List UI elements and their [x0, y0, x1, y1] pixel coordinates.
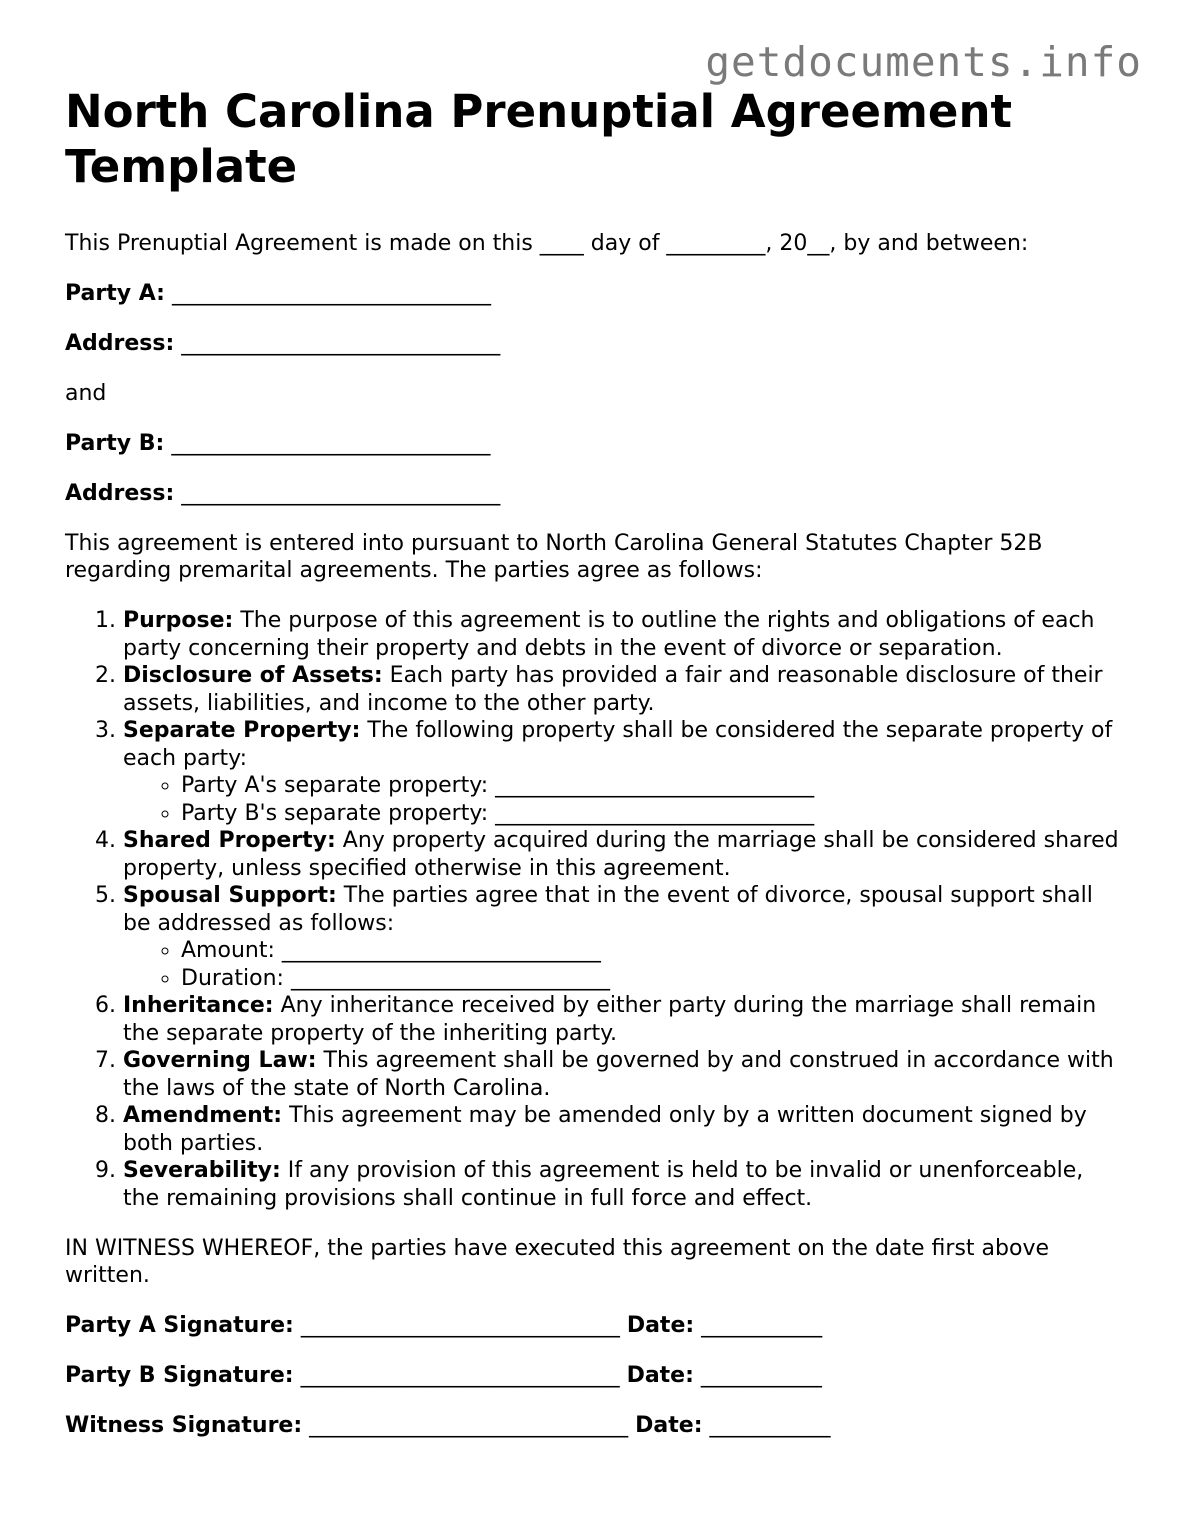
address-a-label: Address: — [65, 331, 175, 356]
clause-title: Governing Law: — [123, 1048, 317, 1073]
sub-list — [123, 772, 1125, 827]
intro-paragraph: This Prenuptial Agreement is made on this ____ day of _________, 20__, by and between: — [65, 231, 1029, 256]
address-b-field — [65, 480, 1125, 507]
and-text: and — [65, 381, 107, 406]
witness-signature-line — [65, 1412, 1125, 1439]
address-b-label: Address: — [65, 481, 175, 506]
clause-text: If any provision of this agreement is held to be invalid or unenforceable, the remaining provisions shall continue in full force and effect. — [123, 1158, 1084, 1211]
list-item — [123, 1102, 1125, 1157]
party-b-label: Party B: — [65, 431, 165, 456]
clause-text: The parties agree that in the event of divorce, spousal support shall be addressed as follows: — [123, 883, 1093, 936]
clause-title: Severability: — [123, 1158, 281, 1183]
list-item — [123, 1047, 1125, 1102]
signature-label: Party A Signature: — [65, 1313, 294, 1338]
party-b-field — [65, 430, 1125, 457]
signature-blank: _____________________________ — [300, 1363, 620, 1388]
address-a-field — [65, 330, 1125, 357]
address-b-blank: _____________________________ — [181, 481, 501, 506]
clause-list — [65, 607, 1125, 1212]
clause-title: Separate Property: — [123, 718, 361, 743]
date-label: Date: — [626, 1313, 695, 1338]
clause-text: This agreement may be amended only by a written document signed by both parties. — [123, 1103, 1087, 1156]
clause-text: The purpose of this agreement is to outline the rights and obligations of each party concerning their property and debts in the event of divorce or separation. — [123, 608, 1095, 661]
list-item — [123, 717, 1125, 827]
clause-text: Any inheritance received by either party during the marriage shall remain the separate property of the inheriting party. — [123, 993, 1097, 1046]
document-title: North Carolina Prenuptial Agreement Template — [65, 85, 1012, 193]
signature-label: Witness Signature: — [65, 1413, 303, 1438]
clause-title: Spousal Support: — [123, 883, 337, 908]
document-page — [65, 84, 1125, 1439]
sub-list-item: ◦ Duration: _____________________________ — [181, 965, 1125, 993]
clause-title: Shared Property: — [123, 828, 336, 853]
date-label: Date: — [626, 1363, 694, 1388]
statute-paragraph: This agreement is entered into pursuant to North Carolina General Statutes Chapter 52B regarding premarital agreements. The parties agree as follows: — [65, 531, 1043, 583]
date-blank: ___________ — [701, 1313, 823, 1338]
party-b-blank: _____________________________ — [171, 431, 491, 456]
signature-label: Party B Signature: — [65, 1363, 294, 1388]
party-a-blank: _____________________________ — [171, 281, 491, 306]
sub-list-item: ◦ Amount: _____________________________ — [181, 937, 1125, 965]
clause-title: Inheritance: — [123, 993, 274, 1018]
clause-text: Any property acquired during the marriage shall be considered shared property, unless specified otherwise in this agreement. — [123, 828, 1119, 881]
list-item — [123, 1157, 1125, 1212]
signature-blank: _____________________________ — [300, 1313, 620, 1338]
sub-list-item: ◦ Party B's separate property: _____________________________ — [181, 800, 1125, 828]
list-item — [123, 992, 1125, 1047]
clause-title: Purpose: — [123, 608, 234, 633]
list-item — [123, 827, 1125, 882]
list-item — [123, 882, 1125, 992]
party-a-signature-line — [65, 1312, 1125, 1339]
list-item — [123, 662, 1125, 717]
clause-text: This agreement shall be governed by and construed in accordance with the laws of the state of North Carolina. — [123, 1048, 1114, 1101]
party-a-field — [65, 280, 1125, 307]
witness-paragraph: IN WITNESS WHEREOF, the parties have executed this agreement on the date first above written. — [65, 1236, 1049, 1288]
list-item — [123, 607, 1125, 662]
date-blank: ___________ — [709, 1413, 831, 1438]
clause-text: Each party has provided a fair and reasonable disclosure of their assets, liabilities, and income to the other party. — [123, 663, 1103, 716]
sub-list — [123, 937, 1125, 992]
watermark: getdocuments.info — [705, 38, 1142, 86]
party-b-signature-line — [65, 1362, 1125, 1389]
party-a-label: Party A: — [65, 281, 165, 306]
date-blank: ___________ — [700, 1363, 822, 1388]
date-label: Date: — [635, 1413, 703, 1438]
address-a-blank: _____________________________ — [181, 331, 501, 356]
clause-text: The following property shall be considered the separate property of each party: — [123, 718, 1113, 771]
clause-title: Amendment: — [123, 1103, 283, 1128]
sub-list-item: ◦ Party A's separate property: _____________________________ — [181, 772, 1125, 800]
signature-blank: _____________________________ — [309, 1413, 629, 1438]
clause-title: Disclosure of Assets: — [123, 663, 383, 688]
